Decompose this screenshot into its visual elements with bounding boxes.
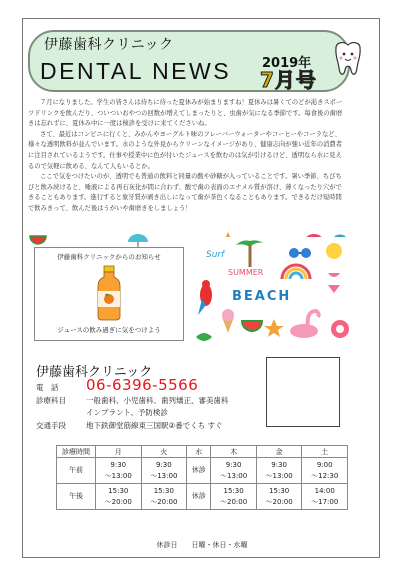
svg-text:Surf: Surf bbox=[206, 250, 225, 260]
issue-month: 7月号 bbox=[260, 68, 317, 92]
beach-illustration bbox=[192, 237, 354, 349]
departments-label: 診療科目 bbox=[36, 396, 66, 405]
schedule-cell: 15:30 ～20:00 bbox=[141, 484, 187, 510]
watermelon-icon bbox=[30, 236, 46, 244]
beach-text-icon bbox=[228, 287, 308, 304]
tooth-mascot-icon bbox=[330, 40, 366, 80]
schedule-cell: 14:00 ～17:00 bbox=[302, 484, 348, 510]
schedule-header: 水 bbox=[187, 446, 211, 458]
phone-number[interactable]: 06-6396-5566 bbox=[86, 376, 199, 394]
issue-year: 2019年 bbox=[262, 56, 312, 71]
schedule-header: 金 bbox=[256, 446, 302, 458]
schedule-cell: 9:30 ～13:00 bbox=[256, 458, 302, 484]
juice-bottle-icon bbox=[93, 265, 125, 321]
schedule-header: 木 bbox=[211, 446, 257, 458]
departments-line-2: インプラント、予防検診 bbox=[86, 408, 168, 417]
notice-title: 伊藤歯科クリニックからのお知らせ bbox=[57, 253, 161, 261]
summer-text-icon bbox=[228, 268, 264, 277]
schedule-header: 土 bbox=[302, 446, 348, 458]
sun-icon bbox=[326, 243, 342, 259]
schedule-cell: 15:30 ～20:00 bbox=[211, 484, 257, 510]
schedule-table bbox=[56, 445, 348, 510]
schedule-header: 診療時間 bbox=[57, 446, 96, 458]
schedule-cell: 9:30 ～13:00 bbox=[211, 458, 257, 484]
departments-line-1: 一般歯科、小児歯科、歯列矯正、審美歯科 bbox=[86, 396, 229, 405]
article-body bbox=[28, 98, 348, 215]
clinic-name: 伊藤歯科クリニック bbox=[36, 365, 153, 380]
schedule-header: 月 bbox=[96, 446, 142, 458]
access-info: 地下鉄御堂筋線東三国駅②番でくち すぐ bbox=[86, 421, 223, 430]
schedule-header-row bbox=[57, 446, 348, 458]
schedule-cell: 15:30 ～20:00 bbox=[96, 484, 142, 510]
schedule-cell: 9:00 ～12:30 bbox=[302, 458, 348, 484]
swim-ring-icon bbox=[331, 320, 349, 338]
closed-days-note: 休診日 日曜・休日・水曜 bbox=[156, 541, 248, 549]
parasol-icon bbox=[128, 234, 148, 248]
phone-label: 電 話 bbox=[36, 383, 59, 392]
schedule-cell: 休診 bbox=[187, 458, 211, 484]
notice-box bbox=[34, 247, 184, 341]
svg-text:BEACH: BEACH bbox=[232, 289, 292, 304]
schedule-cell: 15:30 ～20:00 bbox=[256, 484, 302, 510]
surf-text-icon bbox=[206, 250, 226, 260]
svg-text:SUMMER: SUMMER bbox=[228, 268, 264, 277]
schedule-cell: 休診 bbox=[187, 484, 211, 510]
article-paragraph: さて、最近はコンビニに行くと、みかんやヨーグルト味のフレーバーウォーターやコーヒーやコーラなど、様々な透明飲料が並んでいます。水のような外見からクリーンなイメージがあり、健康志向が強い近年の消費者に注目されているようです。仕事や授業中に色が付いたジュースを飲むのは気が引けるけど、透明なら水に見えるので気軽に飲める、なんて人もいるとか。 bbox=[28, 130, 343, 170]
schedule-row-afternoon bbox=[57, 484, 348, 510]
article-paragraph: ７月になりました。学生の皆さんは待ちに待った夏休みが始まりますね！夏休みは暑くてのどが渇きスポーツドリンクを飲んだり、ついついおやつの回数が増えてしまったりと、虫歯が気になる季節です。毎食後の歯磨きは忘れずに、夏休み中に一度は検診を受けに来てくださいね。 bbox=[28, 99, 343, 128]
notice-caption: ジュースの飲み過ぎに気をつけよう bbox=[57, 326, 161, 334]
photo-placeholder bbox=[266, 357, 340, 427]
schedule-cell: 9:30 ～13:00 bbox=[141, 458, 187, 484]
schedule-row-label: 午前 bbox=[57, 458, 96, 484]
access-label: 交通手段 bbox=[36, 421, 66, 430]
schedule-header: 火 bbox=[141, 446, 187, 458]
newsletter-title: DENTAL NEWS bbox=[40, 58, 232, 84]
schedule-cell: 9:30 ～13:00 bbox=[96, 458, 142, 484]
article-paragraph: ここで気をつけたいのが、透明でも普通の飲料と同量の酸や砂糖が入っていることです。暑い季節、ちびちびと飲み続けると、唾液による再石灰化が間に合わず、酸で歯の表面のエナメル質が溶け、薄くなったり穴ができることもあります。進行すると象牙質が剥き出しになって歯が茶色くなることもあります。できるだけ短時間で飲みきって、飲んだ後はうがいや歯磨きをしましょう！ bbox=[28, 173, 342, 212]
schedule-row-morning bbox=[57, 458, 348, 484]
schedule-row-label: 午後 bbox=[57, 484, 96, 510]
header-clinic-name: 伊藤歯科クリニック bbox=[44, 37, 174, 53]
